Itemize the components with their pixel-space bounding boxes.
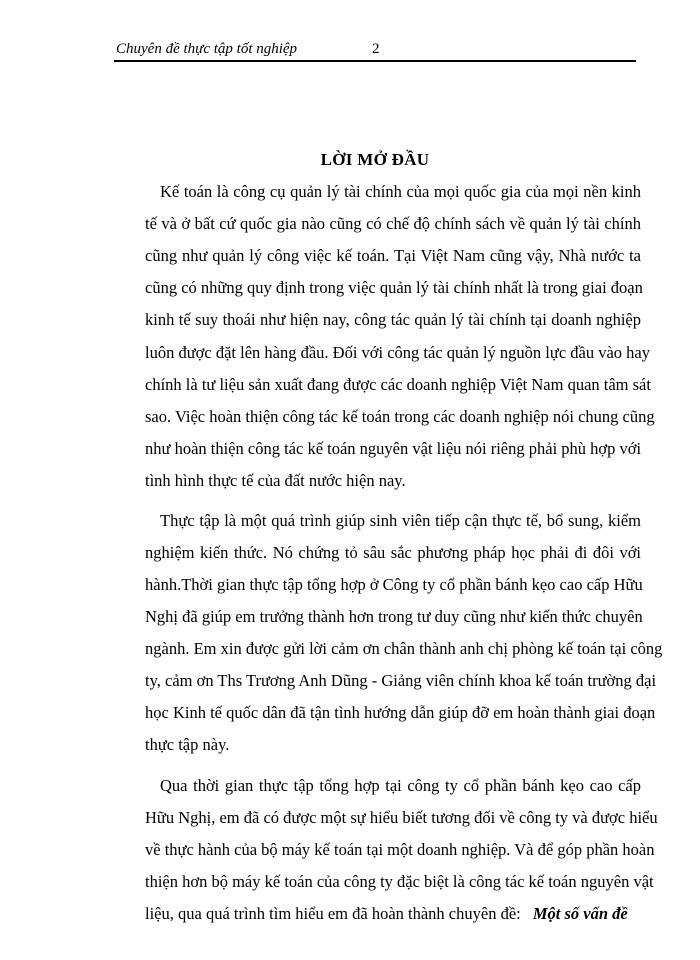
paragraph-line: chính là tư liệu sản xuất đang được các doanh nghiệp Việt Nam quan tâm sát bbox=[145, 375, 651, 394]
page-number: 2 bbox=[372, 41, 380, 57]
paragraph-line: tế và ở bất cứ quốc gia nào cũng có chế độ chính sách về quản lý tài chính bbox=[145, 214, 641, 233]
section-heading: LỜI MỞ ĐẦU bbox=[320, 150, 430, 169]
header-title: Chuyên đề thực tập tốt nghiệp bbox=[116, 41, 298, 57]
paragraph-line: Nghị đã giúp em trưởng thành hơn trong tư duy cũng như kiến thức chuyên bbox=[145, 607, 643, 626]
paragraph-line: ngành. Em xin được gửi lời cảm ơn chân thành anh chị phòng kế toán tại công bbox=[145, 639, 663, 658]
paragraph-line: hành.Thời gian thực tập tổng hợp ở Công ty cổ phần bánh kẹo cao cấp Hữu bbox=[145, 575, 643, 594]
paragraph-line: Qua thời gian thực tập tổng hợp tại công ty cổ phần bánh kẹo cao cấp bbox=[160, 776, 641, 795]
paragraph-line: sao. Việc hoàn thiện công tác kế toán trong các doanh nghiệp nói chung cũng bbox=[145, 407, 655, 426]
paragraph-line: về thực hành của bộ máy kế toán tại một doanh nghiệp. Và để góp phần hoàn bbox=[145, 840, 655, 859]
header-rule bbox=[114, 60, 636, 62]
paragraph-line-with-emphasis bbox=[145, 902, 641, 926]
running-header bbox=[114, 40, 636, 60]
paragraph-line: Thực tập là một quá trình giúp sinh viên tiếp cận thực tế, bổ sung, kiểm bbox=[160, 511, 641, 530]
paragraph-line: nghiệm kiến thức. Nó chứng tỏ sâu sắc phương pháp học phải đi đôi với bbox=[145, 543, 641, 562]
paragraph-line: ty, cảm ơn Ths Trương Anh Dũng - Giảng viên chính khoa kế toán trường đại bbox=[145, 671, 657, 690]
paragraph-line: thiện hơn bộ máy kế toán của công ty đặc biệt là công tác kế toán nguyên vật bbox=[145, 872, 654, 891]
paragraph-line: liệu, qua quá trình tìm hiểu em đã hoàn thành chuyên đề: bbox=[145, 904, 521, 923]
paragraph-line: tình hình thực tế của đất nước hiện nay. bbox=[145, 471, 406, 490]
paragraph-line: luôn được đặt lên hàng đầu. Đối với công tác quản lý nguồn lực đầu vào hay bbox=[145, 343, 651, 362]
paragraph-line: thực tập này. bbox=[145, 735, 230, 754]
paragraph-line: Hữu Nghị, em đã có được một sự hiểu biết tương đối về công ty và được hiểu bbox=[145, 808, 658, 827]
paragraph-line: cũng có những quy định trong việc quản lý tài chính nhất là trong giai đoạn bbox=[145, 278, 643, 297]
topic-emphasis: Một số vấn đề bbox=[532, 904, 628, 923]
paragraph-line: học Kinh tế quốc dân đã tận tình hướng dẫn giúp đỡ em hoàn thành giai đoạn bbox=[145, 703, 656, 722]
paragraph-line: Kế toán là công cụ quản lý tài chính của mọi quốc gia của mọi nền kinh bbox=[160, 182, 641, 201]
paragraph-line: cũng như quản lý công việc kế toán. Tại Việt Nam cũng vậy, Nhà nước ta bbox=[145, 246, 641, 265]
paragraph-line: kinh tế suy thoái như hiện nay, công tác quản lý tài chính tại doanh nghiệp bbox=[145, 310, 641, 329]
paragraph-line: như hoàn thiện công tác kế toán nguyên vật liệu nói riêng phải phù hợp với bbox=[145, 439, 642, 458]
